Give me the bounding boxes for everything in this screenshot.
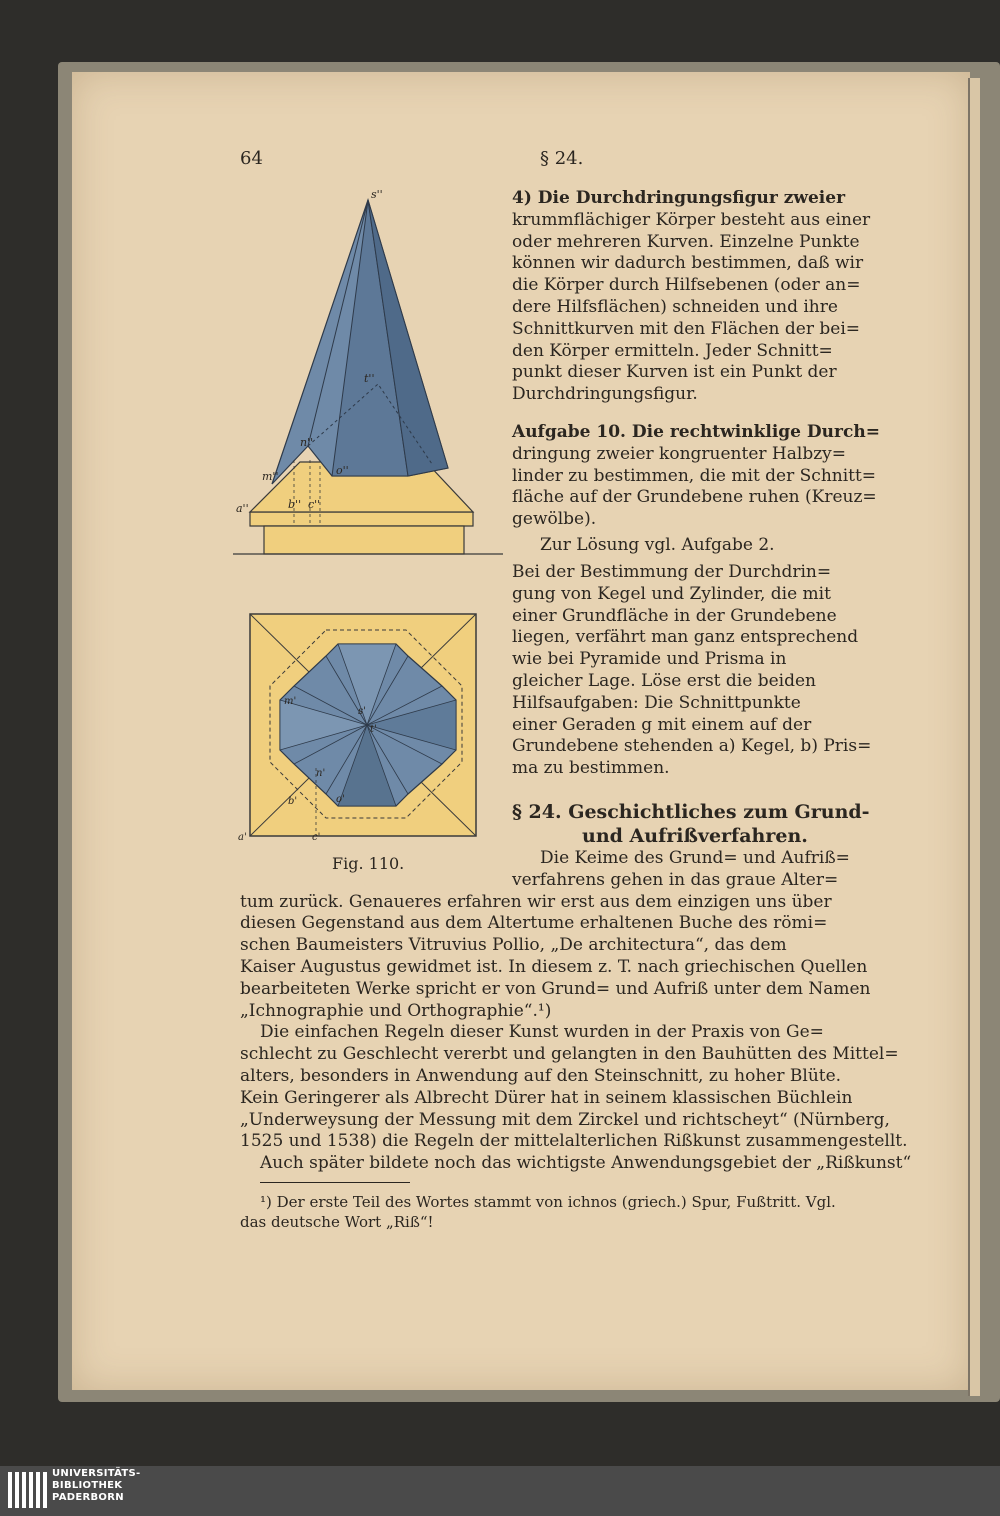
figure-elevation bbox=[228, 184, 508, 564]
label-a: a'' bbox=[236, 502, 249, 515]
history-line: „Underweysung der Messung mit dem Zirckel und richtscheyt“ (Nürnberg, bbox=[240, 1109, 890, 1130]
history-line: schen Baumeisters Vitruvius Pollio, „De architectura“, das dem bbox=[240, 935, 787, 956]
running-head: § 24. bbox=[540, 148, 584, 169]
label-b: b'' bbox=[288, 498, 302, 511]
bestimmung-line: Bei der Bestimmung der Durchdrin= bbox=[512, 562, 832, 582]
bestimmung-line: einer Geraden g mit einem auf der bbox=[512, 714, 812, 735]
footnote-rule bbox=[260, 1182, 410, 1183]
figure-caption: Fig. 110. bbox=[332, 854, 405, 873]
footnote bbox=[240, 1192, 880, 1232]
label-c-plan: c' bbox=[312, 832, 321, 840]
library-name-line2: BIBLIOTHEK bbox=[52, 1480, 123, 1491]
label-n-plan: n' bbox=[316, 768, 326, 779]
label-n: n'' bbox=[300, 436, 314, 449]
library-name-line1: UNIVERSITÄTS- bbox=[52, 1468, 141, 1479]
library-footer-bar bbox=[0, 1466, 1000, 1516]
aufgabe-line: dringung zweier kongruenter Halbzy= bbox=[512, 443, 847, 464]
label-t-plan: t' bbox=[370, 724, 377, 735]
history-line: diesen Gegenstand aus dem Altertume erhaltenen Buche des römi= bbox=[240, 913, 828, 934]
p4-line: können wir dadurch bestimmen, daß wir bbox=[512, 253, 864, 274]
p4-line: punkt dieser Kurven ist ein Punkt der bbox=[512, 362, 837, 383]
label-o: o'' bbox=[336, 464, 349, 477]
next-page-edge bbox=[968, 78, 980, 1396]
aufgabe-line: gewölbe). bbox=[512, 509, 597, 530]
history-line: alters, besonders in Anwendung auf den Steinschnitt, zu hoher Blüte. bbox=[240, 1066, 842, 1086]
library-name-line3: PADERBORN bbox=[52, 1492, 124, 1503]
library-logo-icon bbox=[8, 1472, 48, 1508]
page-number: 64 bbox=[240, 148, 263, 169]
label-a-plan: a' bbox=[238, 832, 247, 840]
history-line: 1525 und 1538) die Regeln der mittelalterlichen Rißkunst zusammengestellt. bbox=[240, 1131, 908, 1152]
label-m: m'' bbox=[262, 470, 279, 483]
label-s-plan: s' bbox=[358, 706, 366, 717]
history-line: verfahrens gehen in das graue Alter= bbox=[512, 869, 839, 890]
bestimmung-line: ma zu bestimmen. bbox=[512, 758, 670, 779]
section-heading-line1: § 24. Geschichtliches zum Grund- bbox=[512, 801, 870, 823]
history-line: „Ichnographie und Orthographie“.¹) bbox=[240, 1000, 552, 1021]
footnote-line2: das deutsche Wort „Riß“! bbox=[240, 1213, 434, 1231]
label-c: c'' bbox=[308, 498, 321, 511]
p4-line: 4) Die Durchdringungsfigur zweier bbox=[512, 188, 846, 208]
history-line: schlecht zu Geschlecht vererbt und gelangten in den Bauhütten des Mittel= bbox=[240, 1044, 899, 1065]
p4-line: die Körper durch Hilfsebenen (oder an= bbox=[512, 275, 861, 296]
loesung-line: Zur Lösung vgl. Aufgabe 2. bbox=[540, 535, 775, 555]
bestimmung-line: wie bei Pyramide und Prisma in bbox=[512, 649, 787, 670]
label-b-plan: b' bbox=[288, 796, 298, 807]
label-s-top: s'' bbox=[371, 188, 383, 201]
bestimmung-line: Hilfsaufgaben: Die Schnittpunkte bbox=[512, 692, 801, 713]
history-line: Kein Geringerer als Albrecht Dürer hat in seinem klassischen Büchlein bbox=[240, 1087, 853, 1108]
history-line: Die einfachen Regeln dieser Kunst wurden in der Praxis von Ge= bbox=[260, 1022, 824, 1043]
p4-line: den Körper ermitteln. Jeder Schnitt= bbox=[512, 340, 833, 361]
label-t: t'' bbox=[364, 372, 375, 385]
figure-plan bbox=[236, 608, 486, 840]
history-line: Die Keime des Grund= und Aufriß= bbox=[540, 848, 850, 868]
p4-line: oder mehreren Kurven. Einzelne Punkte bbox=[512, 231, 860, 252]
aufgabe-line: Aufgabe 10. Die rechtwinklige Durch= bbox=[512, 422, 880, 442]
p4-line: Durchdringungsfigur. bbox=[512, 384, 698, 405]
bestimmung-line: einer Grundfläche in der Grundebene bbox=[512, 605, 837, 626]
label-m-plan: m' bbox=[284, 696, 297, 707]
base-block bbox=[264, 526, 464, 554]
bestimmung-line: liegen, verfährt man ganz entsprechend bbox=[512, 627, 859, 648]
bestimmung-line: Grundebene stehenden a) Kegel, b) Pris= bbox=[512, 736, 872, 757]
aufgabe-line: fläche auf der Grundebene ruhen (Kreuz= bbox=[512, 487, 877, 508]
aufgabe-line: linder zu bestimmen, die mit der Schnitt= bbox=[512, 465, 877, 486]
label-o-plan: o' bbox=[336, 794, 345, 805]
section-heading-line2: und Aufrißverfahren. bbox=[582, 825, 808, 847]
bestimmung-line: gung von Kegel und Zylinder, die mit bbox=[512, 583, 831, 604]
p4-line: Schnittkurven mit den Flächen der bei= bbox=[512, 318, 860, 339]
p4-line: krummflächiger Körper besteht aus einer bbox=[512, 209, 871, 230]
library-name[interactable] bbox=[52, 1468, 141, 1504]
base-slab-top bbox=[250, 512, 473, 526]
footnote-line1: ¹) Der erste Teil des Wortes stammt von ichnos (griech.) Spur, Fußtritt. Vgl. bbox=[260, 1193, 836, 1211]
history-line: Kaiser Augustus gewidmet ist. In diesem z. T. nach griechischen Quellen bbox=[240, 957, 868, 977]
section-heading bbox=[512, 800, 882, 848]
history-line: bearbeiteten Werke spricht er von Grund= und Aufriß unter dem Namen bbox=[240, 978, 871, 999]
history-line: Auch später bildete noch das wichtigste Anwendungsgebiet der „Rißkunst“ bbox=[260, 1153, 912, 1174]
history-line: tum zurück. Genaueres erfahren wir erst aus dem einzigen uns über bbox=[240, 891, 832, 912]
bestimmung-line: gleicher Lage. Löse erst die beiden bbox=[512, 671, 816, 691]
p4-line: dere Hilfsflächen) schneiden und ihre bbox=[512, 297, 838, 317]
